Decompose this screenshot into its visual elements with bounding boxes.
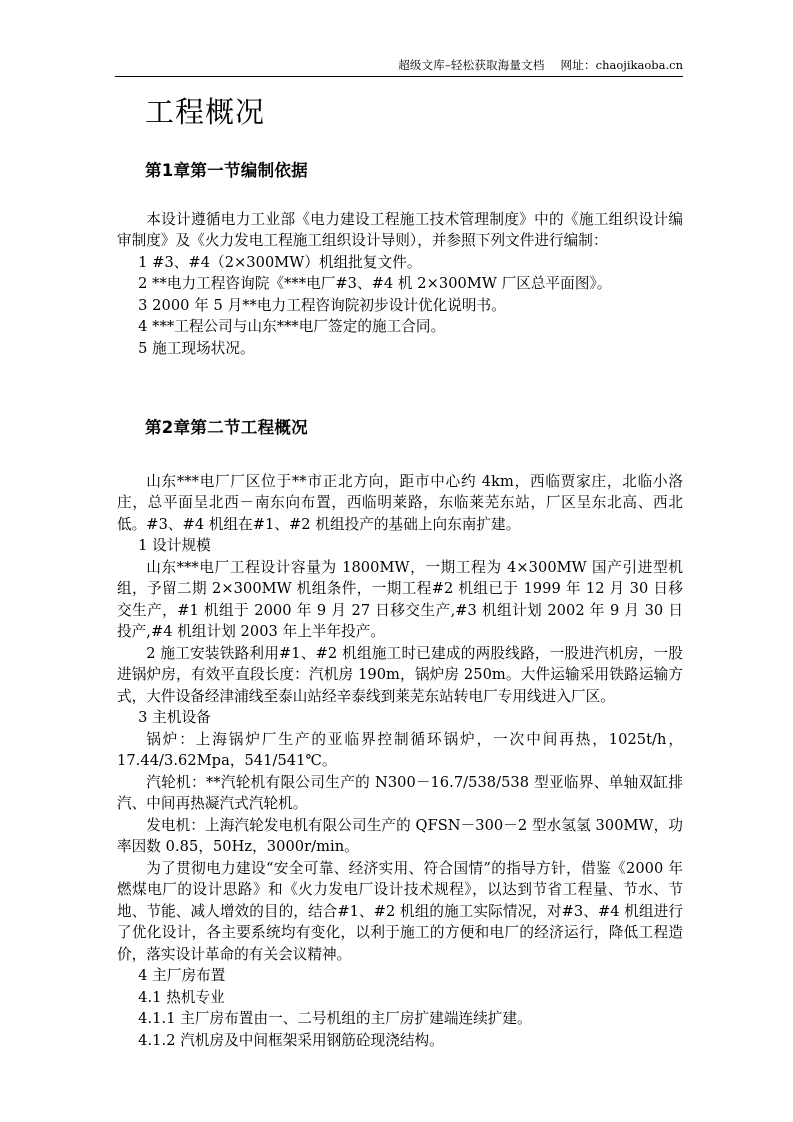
paragraph-2-7: 发电机：上海汽轮发电机有限公司生产的 QFSN－300－2 型水氢氢 300MW，功率因数 0.85，50Hz，3000r/min。 bbox=[117, 816, 683, 856]
spacer bbox=[117, 182, 683, 209]
paragraph-2-9: 4 主厂房布置 bbox=[138, 967, 226, 985]
paragraph-2-10: 4.1 热机专业 bbox=[138, 988, 225, 1006]
paragraph-2-8: 为了贯彻电力建设“安全可靠、经济实用、符合国情”的指导方针，借鉴《2000 年燃煤电厂的设计思路》和《火力发电厂设计技术规程》，以达到节省工程量、节水、节地、节能、减人增效的目的，结合#1、#2 机组的施工实际情况，对#3、#4 机组进行了优化设计，各主要系统均有变化，以利于施工的方便和电厂的经济运行，降低工程造价，落实设计革命的有关会议精神。 bbox=[117, 859, 683, 963]
paragraph-2-2: 山东***电厂工程设计容量为 1800MW，一期工程为 4×300MW 国产引进型机组，予留二期 2×300MW 机组条件，一期工程#2 机组已于 1999 年 12 月 30 日移交生产，#1 机组于 2000 年 9 月 27 日移交生产,#3 机组计划 2002 年 9 月 30 日投产,#4 机组计划 2003 年上半年投产。 bbox=[117, 558, 683, 641]
header-url[interactable]: chaojikaoba.cn bbox=[595, 58, 683, 72]
paragraph-2-11: 4.1.1 主厂房布置由一、二号机组的主厂房扩建端连续扩建。 bbox=[138, 1010, 532, 1028]
paragraph-2-3: 2 施工安装铁路利用#1、#2 机组施工时已建成的两股线路，一股进汽机房，一股进锅炉房，有效平直段长度：汽机房 190m，锅炉房 250m。大件运输采用铁路运输方式，大件设备经津浦线至泰山站经辛泰线到莱芜东站转电厂专用线进入厂区。 bbox=[117, 644, 683, 705]
section-heading-2: 第2章第二节工程概况 bbox=[145, 418, 308, 438]
paragraph-1-5: 5 施工现场状况。 bbox=[138, 339, 255, 357]
paragraph-2-4: 3 主机设备 bbox=[138, 709, 211, 727]
page-running-header bbox=[115, 54, 683, 77]
spacer bbox=[117, 359, 683, 417]
paragraph-1-1: 1 #3、#4（2×300MW）机组批复文件。 bbox=[138, 253, 422, 271]
page-title: 工程概况 bbox=[145, 95, 266, 129]
header-url-label: 网址： bbox=[560, 58, 596, 72]
paragraph-2-1: 1 设计规模 bbox=[138, 537, 211, 555]
paragraph-1-3: 3 2000 年 5 月**电力工程咨询院初步设计优化说明书。 bbox=[138, 296, 506, 314]
spacer bbox=[117, 439, 683, 471]
paragraph-1-0: 本设计遵循电力工业部《电力建设工程施工技术管理制度》中的《施工组织设计编审制度》及《火力发电工程施工组织设计导则），并参照下列文件进行编制： bbox=[117, 210, 683, 250]
paragraph-2-12: 4.1.2 汽机房及中间框架采用钢筋砼现浇结构。 bbox=[138, 1031, 444, 1049]
document-body bbox=[117, 94, 683, 1051]
section-heading-1: 第1章第一节编制依据 bbox=[145, 161, 308, 181]
paragraph-1-2: 2 **电力工程咨询院《***电厂#3、#4 机 2×300MW 厂区总平面图》。 bbox=[138, 275, 612, 293]
paragraph-2-6: 汽轮机：**汽轮机有限公司生产的 N300－16.7/538/538 型亚临界、单轴双缸排汽、中间再热凝汽式汽轮机。 bbox=[117, 773, 683, 813]
paragraph-1-4: 4 ***工程公司与山东***电厂签定的施工合同。 bbox=[138, 318, 446, 336]
spacer bbox=[117, 130, 683, 160]
paragraph-2-5: 锅炉：上海锅炉厂生产的亚临界控制循环锅炉，一次中间再热，1025t/h，17.44/3.62Mpa，541/541℃。 bbox=[117, 730, 683, 770]
header-site-name: 超级文库–轻松获取海量文档 bbox=[398, 58, 545, 72]
paragraph-2-0: 山东***电厂厂区位于**市正北方向，距市中心约 4km，西临贾家庄，北临小洛庄，总平面呈北西－南东向布置，西临明莱路，东临莱芜东站，厂区呈东北高、西北低。#3、#4 机组在#1、#2 机组投产的基础上向东南扩建。 bbox=[117, 472, 683, 533]
